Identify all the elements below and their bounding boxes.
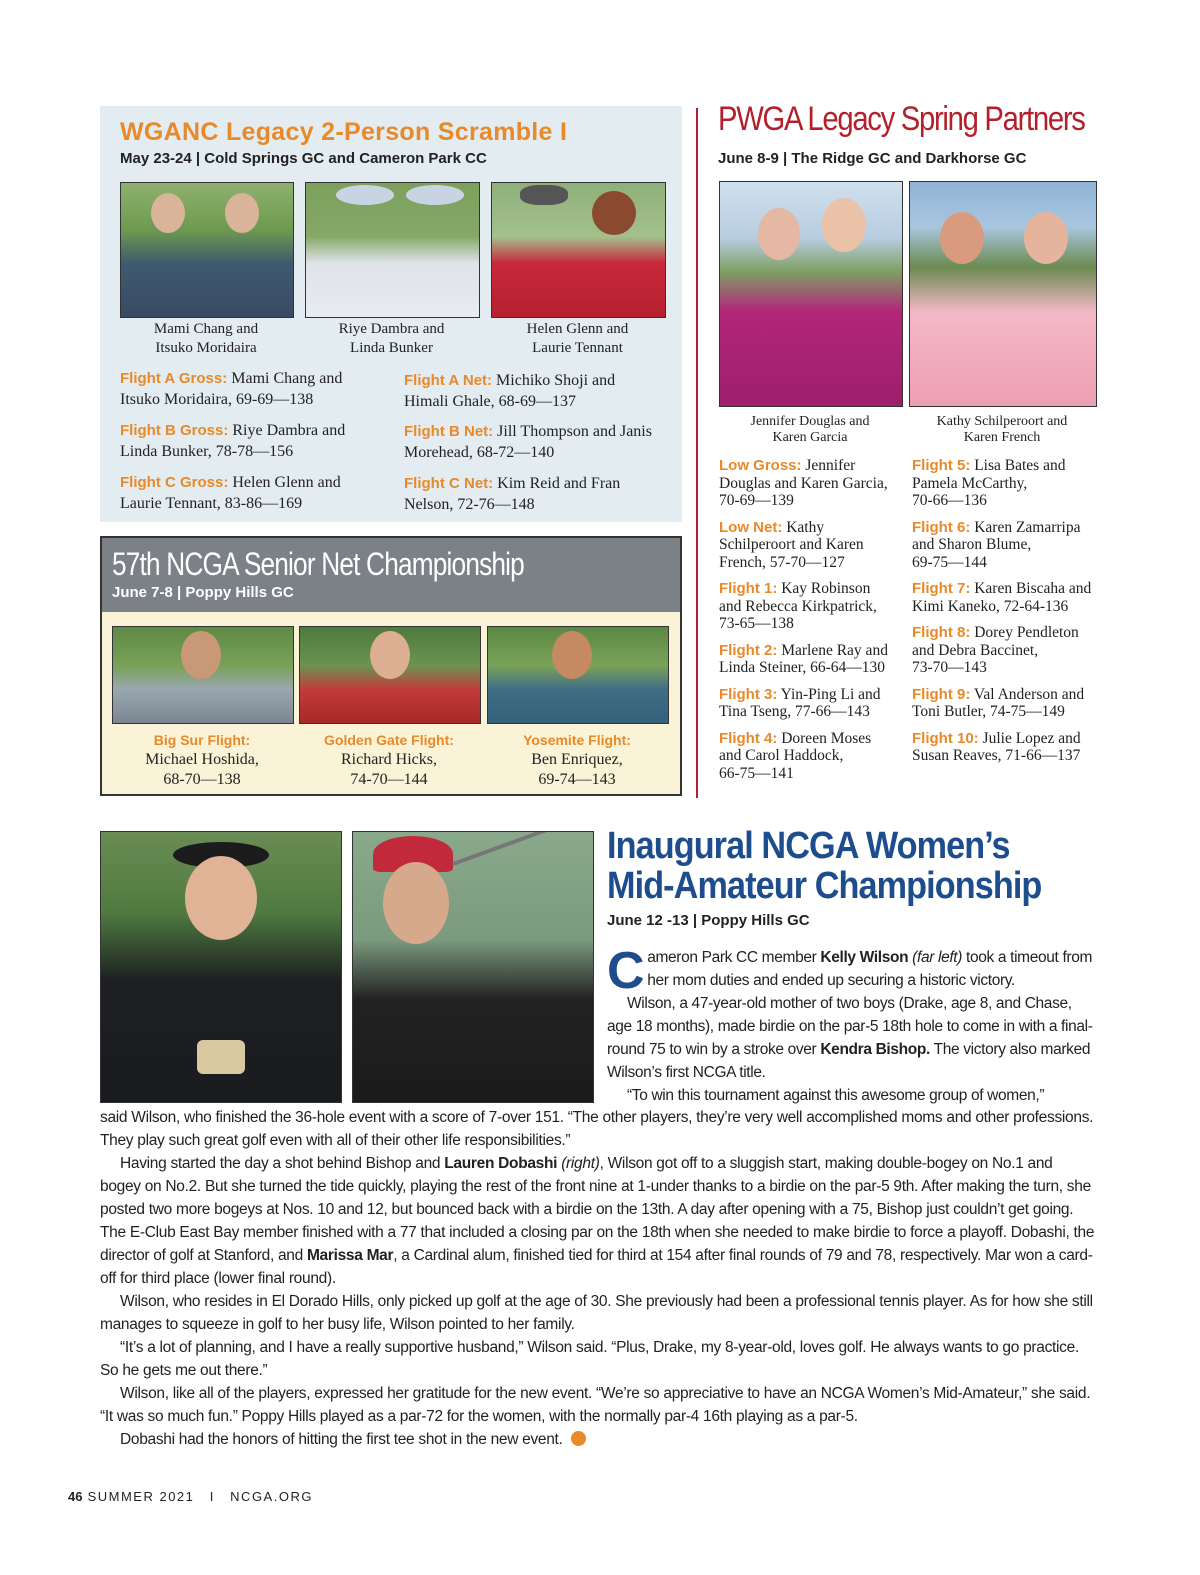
wganc-subtitle: May 23-24 | Cold Springs GC and Cameron Park CC	[120, 150, 487, 167]
article-paragraph-3-cont: said Wilson, who finished the 36-hole event with a score of 7-over 151. “The other players, they’re very well accomplished moms and other professions. They play such great golf even with all of their other life responsibilities.”	[100, 1109, 1094, 1149]
photo-lauren-dobashi	[352, 831, 594, 1103]
wganc-result-c-gross: Flight C Gross: Helen Glenn and Laurie Tennant, 83-86—169	[120, 474, 341, 512]
pwga-result-flight-9: Flight 9: Val Anderson and Toni Butler, 74-75—149	[912, 685, 1085, 720]
column-divider	[696, 108, 698, 798]
senior-winner-big-sur: Big Sur Flight: Michael Hoshida, 68-70—138	[145, 732, 259, 788]
senior-title: 57th NCGA Senior Net Championship	[112, 546, 524, 582]
caption-line: Itsuko Moridaira	[155, 340, 257, 356]
article-subtitle: June 12 -13 | Poppy Hills GC	[607, 912, 810, 929]
pwga-result-flight-3: Flight 3: Yin-Ping Li and Tina Tseng, 77-66—143	[719, 685, 881, 720]
photo-hoshida	[112, 626, 294, 724]
article-paragraph-8: Dobashi had the honors of hitting the first tee shot in the new event.	[100, 1428, 1097, 1451]
caption-line: Linda Bunker	[350, 340, 433, 356]
article-body-narrow	[607, 942, 1097, 1107]
caption-line: Riye Dambra and	[338, 321, 445, 337]
caption-line: Mami Chang and	[153, 321, 259, 337]
wganc-result-a-net: Flight A Net: Michiko Shoji and Himali Ghale, 68-69—137	[404, 372, 616, 410]
article-paragraph-3-start: “To win this tournament against this awesome group of women,”	[627, 1087, 1045, 1104]
photo-kelly-wilson	[100, 831, 342, 1103]
wganc-result-b-net: Flight B Net: Jill Thompson and Janis Morehead, 68-72—140	[404, 423, 652, 461]
caption-line: Laurie Tennant	[532, 340, 623, 356]
pwga-results-right	[912, 457, 1102, 765]
photo-dambra-bunker	[305, 182, 480, 318]
caption-line: Kathy Schilperoort and	[936, 414, 1068, 429]
article-paragraph-4: Having started the day a shot behind Bishop and Lauren Dobashi (right), Wilson got off to a sluggish start, making double-bogey on No.1 and bogey on No.2. But she turned the tide quickly, playing the rest of the front nine at 1-under thanks to a birdie on the par-5 9th. After making the turn, she posted two more bogeys at Nos. 10 and 12, but bounced back with a birdie on the 13th. A day after opening with a 75, Bishop just couldn’t get going. The E-Club East Bay member finished with a 77 that included a closing par on the 18th when she needed to make birdie to force a playoff. Dobashi, the director of golf at Stanford, and Marissa Mar, a Cardinal alum, finished tied for third at 154 after final rounds of 79 and 78, respectively. Mar won a card-off for third place (lower final round).	[100, 1155, 1095, 1287]
senior-winner-yosemite: Yosemite Flight: Ben Enriquez, 69-74—143	[523, 732, 631, 788]
footer-text: SUMMER 2021 I NCGA.ORG	[82, 1489, 313, 1504]
article-paragraph-2: Wilson, a 47-year-old mother of two boys (Drake, age 8, and Chase, age 18 months), made birdie on the par-5 18th hole to come in with a final-round 75 to win by a stroke over Kendra Bishop. The victory also marked Wilson’s first NCGA title.	[607, 995, 1093, 1081]
caption-line: Helen Glenn and	[526, 321, 629, 337]
caption-line: Karen French	[963, 430, 1041, 445]
wganc-result-a-gross: Flight A Gross: Mami Chang and Itsuko Moridaira, 69-69—138	[120, 370, 343, 408]
page-footer	[68, 1489, 313, 1504]
caption-line: Karen Garcia	[772, 430, 848, 445]
photo-glenn-tennant	[491, 182, 666, 318]
photo-douglas-garcia	[719, 181, 903, 407]
article-paragraph-5: Wilson, who resides in El Dorado Hills, only picked up golf at the age of 30. She previously had been a professional tennis player. As for how she still manages to squeeze in golf to her busy life, Wilson pointed to her family.	[100, 1293, 1093, 1333]
wganc-title: WGANC Legacy 2-Person Scramble I	[120, 118, 568, 146]
pwga-subtitle: June 8-9 | The Ridge GC and Darkhorse GC	[718, 150, 1027, 167]
pwga-result-flight-1: Flight 1: Kay Robinson and Rebecca Kirkpatrick, 73-65—138	[719, 580, 877, 632]
article-paragraph-6: “It’s a lot of planning, and I have a really supportive husband,” Wilson said. “Plus, Drake, my 8-year-old, loves golf. He always wants to go practice. So he gets me out there.”	[100, 1339, 1079, 1379]
senior-net-section	[100, 536, 682, 796]
drop-cap: C	[607, 942, 645, 1000]
pwga-title: PWGA Legacy Spring Partners	[718, 100, 1085, 138]
pwga-result-flight-7: Flight 7: Karen Biscaha and Kimi Kaneko, 72-64-136	[912, 580, 1092, 615]
pwga-result-flight-4: Flight 4: Doreen Moses and Carol Haddock, 66-75—141	[719, 729, 872, 782]
pwga-result-flight-2: Flight 2: Marlene Ray and Linda Steiner, 66-64—130	[719, 641, 888, 676]
pwga-result-low-net: Low Net: Kathy Schilperoort and Karen French, 57-70—127	[719, 518, 864, 571]
pwga-results-left	[719, 457, 909, 782]
pwga-result-flight-5: Flight 5: Lisa Bates and Pamela McCarthy, 70-66—136	[912, 457, 1066, 509]
pwga-result-low-gross: Low Gross: Jennifer Douglas and Karen Garcia, 70-69—139	[719, 457, 888, 509]
senior-subtitle: June 7-8 | Poppy Hills GC	[112, 584, 294, 601]
ncga-end-icon	[571, 1431, 586, 1446]
pwga-result-flight-6: Flight 6: Karen Zamarripa and Sharon Blume, 69-75—144	[912, 518, 1081, 571]
photo-chang-moridaira	[120, 182, 294, 318]
photo-enriquez	[487, 626, 669, 724]
pwga-result-flight-10: Flight 10: Julie Lopez and Susan Reaves, 71-66—137	[912, 729, 1081, 764]
article-paragraph-7: Wilson, like all of the players, expressed her gratitude for the new event. “We’re so appreciative to have an NCGA Women’s Mid-Amateur,” she said. “It was so much fun.” Poppy Hills played as a par-72 for the women, with the normally par-4 16th playing as a par-5.	[100, 1385, 1091, 1425]
wganc-result-b-gross: Flight B Gross: Riye Dambra and Linda Bunker, 78-78—156	[120, 422, 346, 460]
wganc-result-c-net: Flight C Net: Kim Reid and Fran Nelson, 72-76—148	[404, 475, 621, 513]
article-title: Inaugural NCGA Women’s Mid-Amateur Championship	[607, 825, 1042, 907]
senior-winner-golden-gate: Golden Gate Flight: Richard Hicks, 74-70—144	[324, 732, 454, 788]
caption-line: Jennifer Douglas and	[750, 414, 870, 429]
page-number: 46	[68, 1489, 83, 1504]
photo-hicks	[299, 626, 481, 724]
wganc-section	[100, 106, 682, 522]
article-body-wide	[100, 1106, 1097, 1451]
pwga-result-flight-8: Flight 8: Dorey Pendleton and Debra Baccinet, 73-70—143	[912, 624, 1079, 676]
photo-schilperoort-french	[909, 181, 1097, 407]
article-paragraph-1: Cameron Park CC member Kelly Wilson (far left) took a timeout from her mom duties and ended up securing a historic victory.	[607, 942, 1093, 1000]
